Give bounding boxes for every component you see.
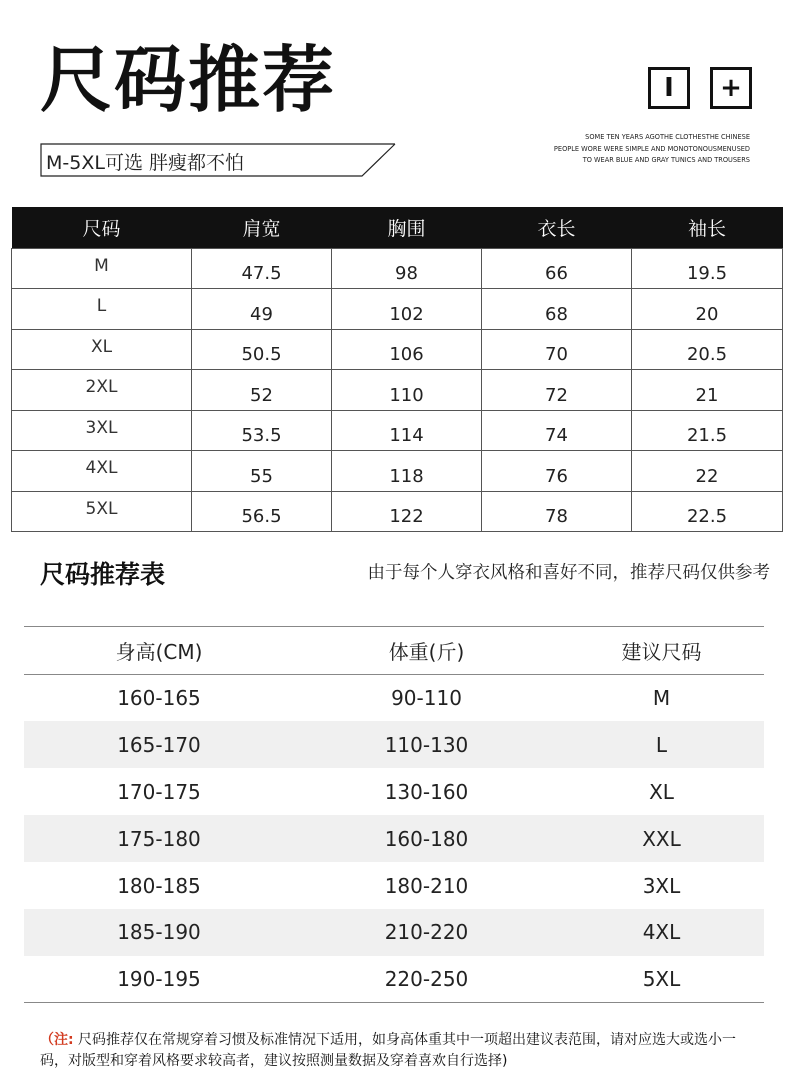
footnote-text: 尺码推荐仅在常规穿着习惯及标准情况下适用，如身高体重其中一项超出建议表范围，请对应选大或选小一码，对版型和穿着风格要求较高者，建议按照测量数据及穿着喜欢自行选择) <box>40 1032 737 1069</box>
size-cell: 2XL <box>12 370 192 411</box>
shoulder-cell: 52 <box>192 370 332 411</box>
header-size: 尺码 <box>12 207 192 248</box>
recommend-table <box>24 626 764 1003</box>
length-cell: 72 <box>482 370 632 411</box>
header-suggested-size: 建议尺码 <box>559 627 764 675</box>
shoulder-cell: 47.5 <box>192 248 332 289</box>
subtitle-text: M-5XL可选 胖瘦都不怕 <box>46 152 244 174</box>
sleeve-cell: 20.5 <box>632 329 783 370</box>
sleeve-cell: 22.5 <box>632 491 783 532</box>
english-line: PEOPLE WORE WERE SIMPLE AND MONOTONOUSMENUSED <box>553 144 750 153</box>
weight-cell: 160-180 <box>294 815 559 862</box>
sleeve-cell: 19.5 <box>632 248 783 289</box>
header-sleeve: 袖长 <box>632 207 783 248</box>
table-row <box>12 289 783 330</box>
suggested-size-cell: 4XL <box>559 909 764 956</box>
english-tagline <box>510 132 750 167</box>
header-weight: 体重(斤) <box>294 627 559 675</box>
table-row <box>24 862 764 909</box>
table-row <box>12 451 783 492</box>
sleeve-cell: 21.5 <box>632 410 783 451</box>
length-cell: 66 <box>482 248 632 289</box>
table-row <box>12 370 783 411</box>
header-chest: 胸围 <box>332 207 482 248</box>
size-cell: 4XL <box>12 451 192 492</box>
height-cell: 170-175 <box>117 779 201 804</box>
suggested-size-cell: L <box>559 721 764 768</box>
header-height: 身高(CM) <box>24 627 294 675</box>
table-row <box>24 909 764 956</box>
sleeve-cell: 22 <box>632 451 783 492</box>
shoulder-cell: 56.5 <box>192 491 332 532</box>
length-cell: 70 <box>482 329 632 370</box>
height-cell: 160-165 <box>117 686 201 711</box>
sleeve-cell: 20 <box>632 289 783 330</box>
header-shoulder: 肩宽 <box>192 207 332 248</box>
length-cell: 76 <box>482 451 632 492</box>
suggested-size-cell: XXL <box>559 815 764 862</box>
height-cell: 185-190 <box>24 909 294 956</box>
height-cell: 190-195 <box>24 956 294 1003</box>
length-cell: 78 <box>482 491 632 532</box>
size-cell: 3XL <box>12 410 192 451</box>
height-cell: 175-180 <box>24 815 294 862</box>
recommend-title: 尺码推荐表 <box>40 560 166 589</box>
size-cell: M <box>12 248 192 289</box>
height-cell: 165-170 <box>24 721 294 768</box>
weight-cell: 130-160 <box>384 779 469 804</box>
suggested-size-cell: XL <box>649 779 674 804</box>
table-row <box>12 491 783 532</box>
i-icon: I <box>648 67 690 109</box>
recommend-note: 由于每个人穿衣风格和喜好不同，推荐尺码仅供参考 <box>367 563 770 583</box>
size-cell: XL <box>12 329 192 370</box>
suggested-size-cell: 3XL <box>642 873 681 898</box>
table-row <box>24 721 764 768</box>
header-length: 衣长 <box>482 207 632 248</box>
size-table-header <box>12 207 783 248</box>
subtitle-box <box>40 143 396 177</box>
table-row <box>24 956 764 1003</box>
weight-cell: 180-210 <box>384 873 469 898</box>
shoulder-cell: 53.5 <box>192 410 332 451</box>
chest-cell: 110 <box>332 370 482 411</box>
weight-cell: 220-250 <box>294 956 559 1003</box>
weight-cell: 210-220 <box>294 909 559 956</box>
english-line: SOME TEN YEARS AGOTHE CLOTHESTHE CHINESE <box>585 133 750 141</box>
table-row <box>24 768 764 815</box>
recommend-table-header <box>24 627 764 675</box>
suggested-size-cell: M <box>652 686 671 711</box>
shoulder-cell: 55 <box>192 451 332 492</box>
table-row <box>24 675 764 722</box>
sleeve-cell: 21 <box>632 370 783 411</box>
page-title: 尺码推荐 <box>40 38 337 122</box>
suggested-size-cell: 5XL <box>559 956 764 1003</box>
chest-cell: 118 <box>332 451 482 492</box>
weight-cell: 90-110 <box>391 686 462 711</box>
chest-cell: 106 <box>332 329 482 370</box>
footnote <box>40 1030 760 1072</box>
shoulder-cell: 50.5 <box>192 329 332 370</box>
size-cell: 5XL <box>12 491 192 532</box>
table-row <box>24 815 764 862</box>
length-cell: 68 <box>482 289 632 330</box>
weight-cell: 110-130 <box>294 721 559 768</box>
table-row <box>12 329 783 370</box>
length-cell: 74 <box>482 410 632 451</box>
height-cell: 180-185 <box>117 873 201 898</box>
chest-cell: 122 <box>332 491 482 532</box>
plus-icon: + <box>710 67 752 109</box>
table-row <box>12 410 783 451</box>
shoulder-cell: 49 <box>192 289 332 330</box>
chest-cell: 98 <box>332 248 482 289</box>
english-line: TO WEAR BLUE AND GRAY TUNICS AND TROUSERS <box>582 156 750 164</box>
size-chart-table <box>11 207 783 532</box>
table-row <box>12 248 783 289</box>
footnote-label: （注: <box>40 1032 74 1048</box>
chest-cell: 102 <box>332 289 482 330</box>
chest-cell: 114 <box>332 410 482 451</box>
size-cell: L <box>12 289 192 330</box>
